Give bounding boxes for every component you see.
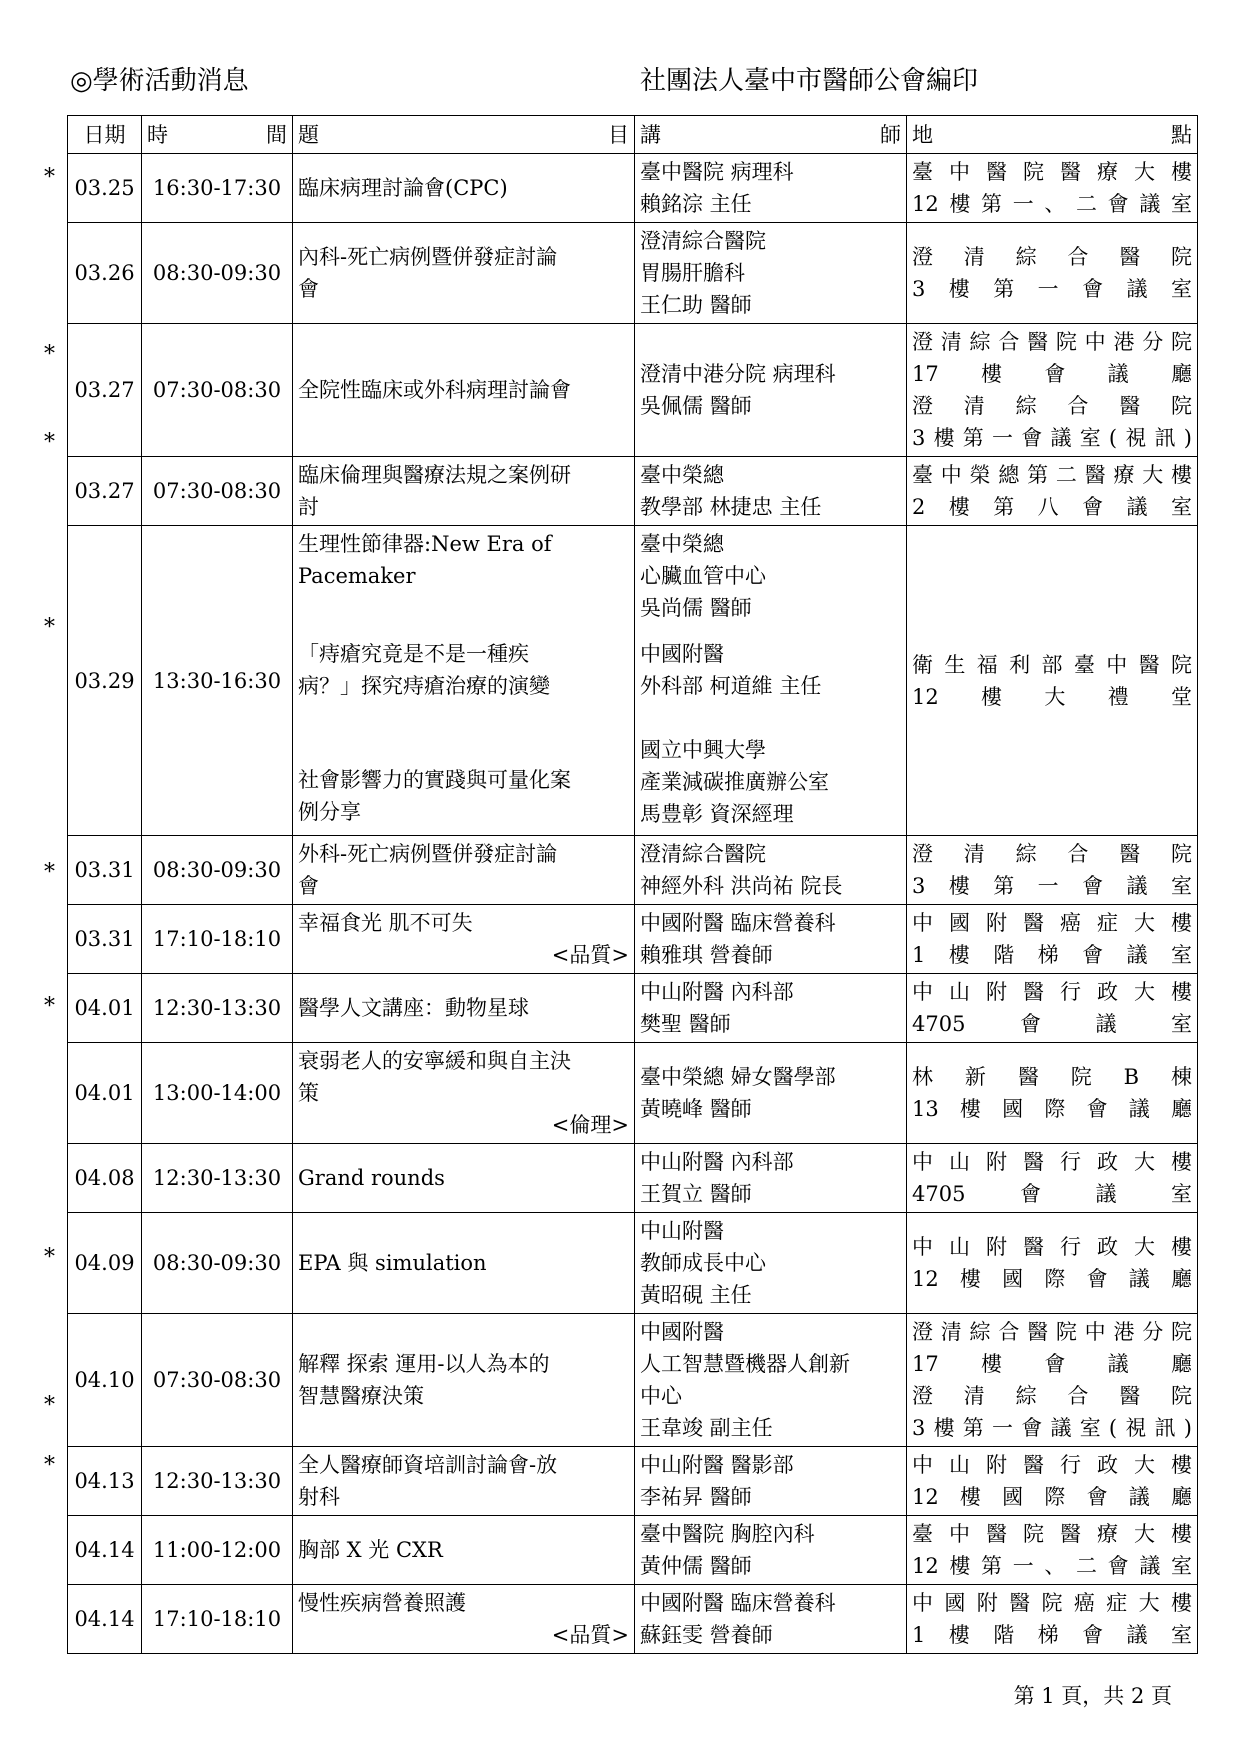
place-cell <box>907 457 1198 526</box>
table-row <box>68 154 1198 223</box>
cell-line: 討 <box>298 495 319 519</box>
speaker-cell <box>635 223 907 324</box>
table-row <box>68 1585 1198 1654</box>
cell-line: 澄清綜合醫院 <box>640 842 766 866</box>
cell-line: 澄清綜合醫院中港分院 <box>912 1320 1192 1344</box>
place-cell <box>907 526 1198 836</box>
title-cell <box>293 1585 635 1654</box>
required-mark: * <box>44 1453 55 1478</box>
cell-line: 全人醫療師資培訓討論會-放 <box>298 1453 558 1477</box>
title-cell <box>293 1516 635 1585</box>
cell-line: 李祐昇 醫師 <box>640 1485 752 1509</box>
place-cell <box>907 1144 1198 1213</box>
cell-line: 慢性疾病營養照護 <box>298 1591 466 1615</box>
date-cell: 03.25 <box>68 154 142 223</box>
cell-line: 外科-死亡病例暨併發症討論 <box>298 842 558 866</box>
title-cell <box>293 1144 635 1213</box>
time-cell: 12:30-13:30 <box>142 974 293 1043</box>
table-row <box>68 1213 1198 1314</box>
cell-line: 國立中興大學 <box>640 738 766 762</box>
place-cell <box>907 974 1198 1043</box>
cell-line: 臺中榮總第二醫療大樓 <box>912 463 1192 487</box>
time-cell: 07:30-08:30 <box>142 457 293 526</box>
cell-line: 吳佩儒 醫師 <box>640 394 752 418</box>
cell-line: 4705會議室 <box>912 1012 1192 1036</box>
title-cell <box>293 223 635 324</box>
table-row <box>68 526 1198 836</box>
cell-line: 社會影響力的實踐與可量化案 <box>298 768 571 792</box>
cell-line: 12樓大禮堂 <box>912 684 1192 709</box>
cell-line: 病？」探究痔瘡治療的演變 <box>298 674 550 698</box>
cell-line: 3樓第一會議室 <box>912 874 1192 898</box>
date-cell: 03.31 <box>68 905 142 974</box>
table-row <box>68 1144 1198 1213</box>
time-cell: 08:30-09:30 <box>142 836 293 905</box>
place-cell <box>907 1516 1198 1585</box>
date-cell: 04.10 <box>68 1314 142 1447</box>
cell-line: 產業減碳推廣辦公室 <box>640 770 829 794</box>
time-cell: 07:30-08:30 <box>142 324 293 457</box>
cell-line: 中山附醫 內科部 <box>640 980 794 1004</box>
speaker-cell <box>635 1516 907 1585</box>
speaker-cell <box>635 1213 907 1314</box>
cell-line: 12樓國際會議廳 <box>912 1485 1192 1509</box>
table-row <box>68 974 1198 1043</box>
cell-line: 蘇鈺雯 營養師 <box>640 1623 773 1647</box>
time-cell: 07:30-08:30 <box>142 1314 293 1447</box>
cell-line: 馬豊彰 資深經理 <box>640 802 794 826</box>
cell-line: 中山附醫行政大樓 <box>912 1453 1192 1477</box>
cell-line: 臺中榮總 婦女醫學部 <box>640 1065 836 1089</box>
cell-line: 12樓第一、二會議室 <box>912 1554 1192 1578</box>
cell-line: 外科部 柯道維 主任 <box>640 674 822 698</box>
time-cell: 13:30-16:30 <box>142 526 293 836</box>
cell-line: 中心 <box>640 1384 682 1408</box>
cell-line: 中國附醫癌症大樓 <box>912 911 1192 935</box>
header-time: 時 間 <box>142 116 293 154</box>
cell-line: 臺中醫院醫療大樓 <box>912 1522 1192 1546</box>
date-cell: 04.01 <box>68 974 142 1043</box>
cell-line: 中山附醫 <box>640 1219 724 1243</box>
title-cell <box>293 526 635 836</box>
cell-line: 智慧醫療決策 <box>298 1384 424 1408</box>
place-cell <box>907 1314 1198 1447</box>
title-cell <box>293 1043 635 1144</box>
header-speaker: 講 師 <box>635 116 907 154</box>
speaker-cell <box>635 974 907 1043</box>
cell-line: 例分享 <box>298 800 361 824</box>
date-cell: 03.27 <box>68 457 142 526</box>
cell-line: 澄清綜合醫院 <box>912 245 1192 269</box>
table-row <box>68 905 1198 974</box>
time-cell: 17:10-18:10 <box>142 905 293 974</box>
table-row <box>68 457 1198 526</box>
cell-line: 醫學人文講座：動物星球 <box>298 996 529 1020</box>
title-cell <box>293 836 635 905</box>
speaker-cell <box>635 905 907 974</box>
table-row <box>68 324 1198 457</box>
cell-line: 人工智慧暨機器人創新 <box>640 1352 850 1376</box>
place-cell <box>907 1447 1198 1516</box>
cell-line: 解釋 探索 運用-以人為本的 <box>298 1352 550 1376</box>
cell-line: 中山附醫 醫影部 <box>640 1453 794 1477</box>
required-mark: * <box>44 860 55 885</box>
time-cell: 17:10-18:10 <box>142 1585 293 1654</box>
cell-line: 內科-死亡病例暨併發症討論 <box>298 245 558 269</box>
required-mark: * <box>44 1244 55 1270</box>
cell-line: 臺中醫院醫療大樓 <box>912 160 1192 184</box>
cell-line: 心臟血管中心 <box>640 564 766 588</box>
date-cell: 04.09 <box>68 1213 142 1314</box>
cell-line: 生理性節律器:New Era of <box>298 532 552 556</box>
cell-line: 臺中榮總 <box>640 463 724 487</box>
cell-line: 澄清綜合醫院 <box>912 394 1192 418</box>
schedule-table <box>67 115 1198 1654</box>
title-cell <box>293 324 635 457</box>
cell-line: 會 <box>298 277 319 301</box>
cell-line: 中山附醫行政大樓 <box>912 980 1192 1004</box>
cell-line: 會 <box>298 874 319 898</box>
cell-line: 衰弱老人的安寧緩和與自主決 <box>298 1049 571 1073</box>
cell-line: 幸福食光 肌不可失 <box>298 911 473 935</box>
cell-line: 策 <box>298 1081 319 1105</box>
cell-line: 12樓國際會議廳 <box>912 1267 1192 1291</box>
date-cell: 03.27 <box>68 324 142 457</box>
date-cell: 03.29 <box>68 526 142 836</box>
cell-line: 澄清綜合醫院 <box>912 1384 1192 1408</box>
speaker-cell <box>635 154 907 223</box>
title-cell <box>293 1447 635 1516</box>
cell-line: 胃腸肝膽科 <box>640 261 745 285</box>
date-cell: 03.26 <box>68 223 142 324</box>
cell-line: 中國附醫院癌症大樓 <box>912 1591 1192 1615</box>
title-cell <box>293 1213 635 1314</box>
cell-line: 「痔瘡究竟是不是一種疾 <box>298 642 529 666</box>
place-cell <box>907 1213 1198 1314</box>
cell-line: 王仁助 醫師 <box>640 293 752 317</box>
cell-line: 臺中榮總 <box>640 532 724 556</box>
header-title: 題 目 <box>293 116 635 154</box>
cell-line: 王韋竣 副主任 <box>640 1416 773 1440</box>
cell-line: 臨床病理討論會(CPC) <box>298 176 508 200</box>
cell-line: 臺中醫院 病理科 <box>640 160 794 184</box>
place-cell <box>907 1585 1198 1654</box>
cell-line: EPA 與 simulation <box>298 1251 487 1275</box>
title-cell <box>293 154 635 223</box>
cell-line: 樊聖 醫師 <box>640 1012 731 1036</box>
category-tag: <品質> <box>551 1623 629 1647</box>
cell-line: 吳尚儒 醫師 <box>640 596 752 620</box>
cell-line: 12樓第一、二會議室 <box>912 192 1192 216</box>
header-place: 地 點 <box>907 116 1198 154</box>
cell-line: 黃昭硯 主任 <box>640 1283 752 1307</box>
cell-line: 臨床倫理與醫療法規之案例研 <box>298 463 571 487</box>
cell-line: 3樓第一會議室 <box>912 277 1192 301</box>
cell-line: 林新醫院B棟 <box>912 1065 1192 1089</box>
page-number: 第 1 頁，共 2 頁 <box>1013 1684 1172 1708</box>
cell-line: 澄清綜合醫院 <box>640 229 766 253</box>
speaker-cell <box>635 836 907 905</box>
place-cell <box>907 1043 1198 1144</box>
cell-line: 賴銘淙 主任 <box>640 192 752 216</box>
section-title: ◎學術活動消息 <box>70 66 249 96</box>
title-cell <box>293 1314 635 1447</box>
cell-line: 賴雅琪 營養師 <box>640 943 773 967</box>
table-row <box>68 223 1198 324</box>
title-cell <box>293 974 635 1043</box>
speaker-cell <box>635 1447 907 1516</box>
date-cell: 04.14 <box>68 1516 142 1585</box>
cell-line: 中山附醫 內科部 <box>640 1150 794 1174</box>
table-row <box>68 1043 1198 1144</box>
time-cell: 13:00-14:00 <box>142 1043 293 1144</box>
place-cell <box>907 905 1198 974</box>
speaker-cell <box>635 1144 907 1213</box>
cell-line: 3樓第一會議室(視訊) <box>912 1416 1192 1440</box>
cell-line: 中國附醫 臨床營養科 <box>640 911 836 935</box>
cell-line: 3樓第一會議室(視訊) <box>912 426 1192 450</box>
required-mark: * <box>44 1393 55 1418</box>
place-cell <box>907 223 1198 324</box>
cell-line: 中山附醫行政大樓 <box>912 1150 1192 1174</box>
cell-line: 中國附醫 臨床營養科 <box>640 1591 836 1615</box>
required-mark: * <box>44 994 55 1019</box>
date-cell: 04.13 <box>68 1447 142 1516</box>
time-cell: 11:00-12:00 <box>142 1516 293 1585</box>
place-cell <box>907 324 1198 457</box>
cell-line: 衛生福利部臺中醫院 <box>912 652 1192 677</box>
cell-line: 17樓會議廳 <box>912 362 1192 386</box>
cell-line: 黃曉峰 醫師 <box>640 1097 752 1121</box>
required-mark: * <box>44 615 55 640</box>
cell-line: Pacemaker <box>298 564 416 588</box>
cell-line: 17樓會議廳 <box>912 1352 1192 1376</box>
time-cell: 16:30-17:30 <box>142 154 293 223</box>
required-mark: * <box>44 341 55 367</box>
cell-line: 澄清綜合醫院 <box>912 842 1192 866</box>
cell-line: 中國附醫 <box>640 1320 724 1344</box>
place-cell <box>907 836 1198 905</box>
speaker-cell <box>635 1585 907 1654</box>
speaker-cell <box>635 526 907 836</box>
cell-line: 全院性臨床或外科病理討論會 <box>298 378 571 402</box>
table-row <box>68 836 1198 905</box>
speaker-cell <box>635 1043 907 1144</box>
table-header-row <box>68 116 1198 154</box>
cell-line: 中山附醫行政大樓 <box>912 1235 1192 1259</box>
speaker-cell <box>635 1314 907 1447</box>
table-row <box>68 1314 1198 1447</box>
header-date: 日期 <box>68 116 142 154</box>
cell-line: 王賀立 醫師 <box>640 1182 752 1206</box>
cell-line: 2樓第八會議室 <box>912 495 1192 519</box>
category-tag: <品質> <box>551 943 629 967</box>
speaker-cell <box>635 457 907 526</box>
time-cell: 12:30-13:30 <box>142 1447 293 1516</box>
required-mark: * <box>44 430 55 455</box>
cell-line: 中國附醫 <box>640 642 724 666</box>
time-cell: 08:30-09:30 <box>142 223 293 324</box>
date-cell: 04.14 <box>68 1585 142 1654</box>
cell-line: 教學部 林捷忠 主任 <box>640 495 822 519</box>
category-tag: <倫理> <box>551 1113 629 1137</box>
cell-line: Grand rounds <box>298 1166 445 1190</box>
speaker-cell <box>635 324 907 457</box>
cell-line: 射科 <box>298 1485 340 1509</box>
place-cell <box>907 154 1198 223</box>
title-cell <box>293 905 635 974</box>
time-cell: 12:30-13:30 <box>142 1144 293 1213</box>
cell-line: 1樓階梯會議室 <box>912 1623 1192 1647</box>
cell-line: 黃仲儒 醫師 <box>640 1554 752 1578</box>
cell-line: 臺中醫院 胸腔內科 <box>640 1522 815 1546</box>
table-row <box>68 1447 1198 1516</box>
cell-line: 13樓國際會議廳 <box>912 1097 1192 1121</box>
cell-line: 胸部 X 光 CXR <box>298 1538 443 1562</box>
title-cell <box>293 457 635 526</box>
time-cell: 08:30-09:30 <box>142 1213 293 1314</box>
cell-line: 4705會議室 <box>912 1182 1192 1206</box>
cell-line: 澄清綜合醫院中港分院 <box>912 330 1192 354</box>
date-cell: 04.08 <box>68 1144 142 1213</box>
required-mark: * <box>44 165 55 190</box>
cell-line: 教師成長中心 <box>640 1251 766 1275</box>
table-row <box>68 1516 1198 1585</box>
date-cell: 04.01 <box>68 1043 142 1144</box>
date-cell: 03.31 <box>68 836 142 905</box>
cell-line: 神經外科 洪尚祐 院長 <box>640 874 843 898</box>
publisher-title: 社團法人臺中市醫師公會編印 <box>640 66 979 96</box>
cell-line: 1樓階梯會議室 <box>912 943 1192 967</box>
cell-line: 澄清中港分院 病理科 <box>640 362 836 386</box>
